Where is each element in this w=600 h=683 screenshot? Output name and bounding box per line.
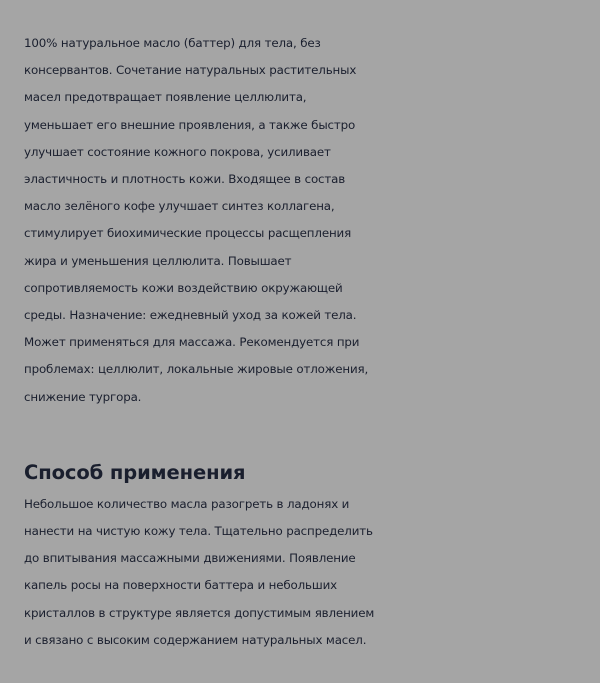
usage-line: кристаллов в структуре является допустимым явлением — [24, 605, 375, 620]
description-line: эластичность и плотность кожи. Входящее в состав — [24, 172, 346, 187]
product-text-content — [24, 30, 584, 654]
description-line: среды. Назначение: ежедневный уход за кожей тела. — [24, 308, 357, 323]
description-line: снижение тургора. — [24, 389, 142, 404]
usage-heading: Способ применения — [24, 460, 246, 484]
description-line: консервантов. Сочетание натуральных растительных — [24, 63, 357, 78]
description-line: 100% натуральное масло (баттер) для тела, без — [24, 36, 321, 50]
description-line: улучшает состояние кожного покрова, усиливает — [24, 144, 331, 159]
description-line: проблемах: целлюлит, локальные жировые отложения, — [24, 362, 369, 377]
usage-line: и связано с высоким содержанием натуральных масел. — [24, 632, 367, 647]
usage-instructions — [24, 491, 584, 654]
usage-line: до впитывания массажными движениями. Появление — [24, 551, 356, 566]
description-line: стимулирует биохимические процессы расщепления — [24, 226, 352, 241]
description-line: сопротивляемость кожи воздействию окружающей — [24, 280, 343, 295]
description-line: уменьшает его внешние проявления, а также быстро — [24, 117, 356, 132]
product-description — [24, 30, 584, 411]
usage-line: нанести на чистую кожу тела. Тщательно распределить — [24, 524, 373, 539]
usage-line: Небольшое количество масла разогреть в ладонях и — [24, 496, 350, 511]
description-line: масло зелёного кофе улучшает синтез коллагена, — [24, 199, 335, 214]
description-line: Может применяться для массажа. Рекомендуется при — [24, 335, 360, 350]
usage-line: капель росы на поверхности баттера и небольших — [24, 578, 337, 593]
description-line: масел предотвращает появление целлюлита, — [24, 90, 307, 105]
description-line: жира и уменьшения целлюлита. Повышает — [24, 253, 292, 268]
